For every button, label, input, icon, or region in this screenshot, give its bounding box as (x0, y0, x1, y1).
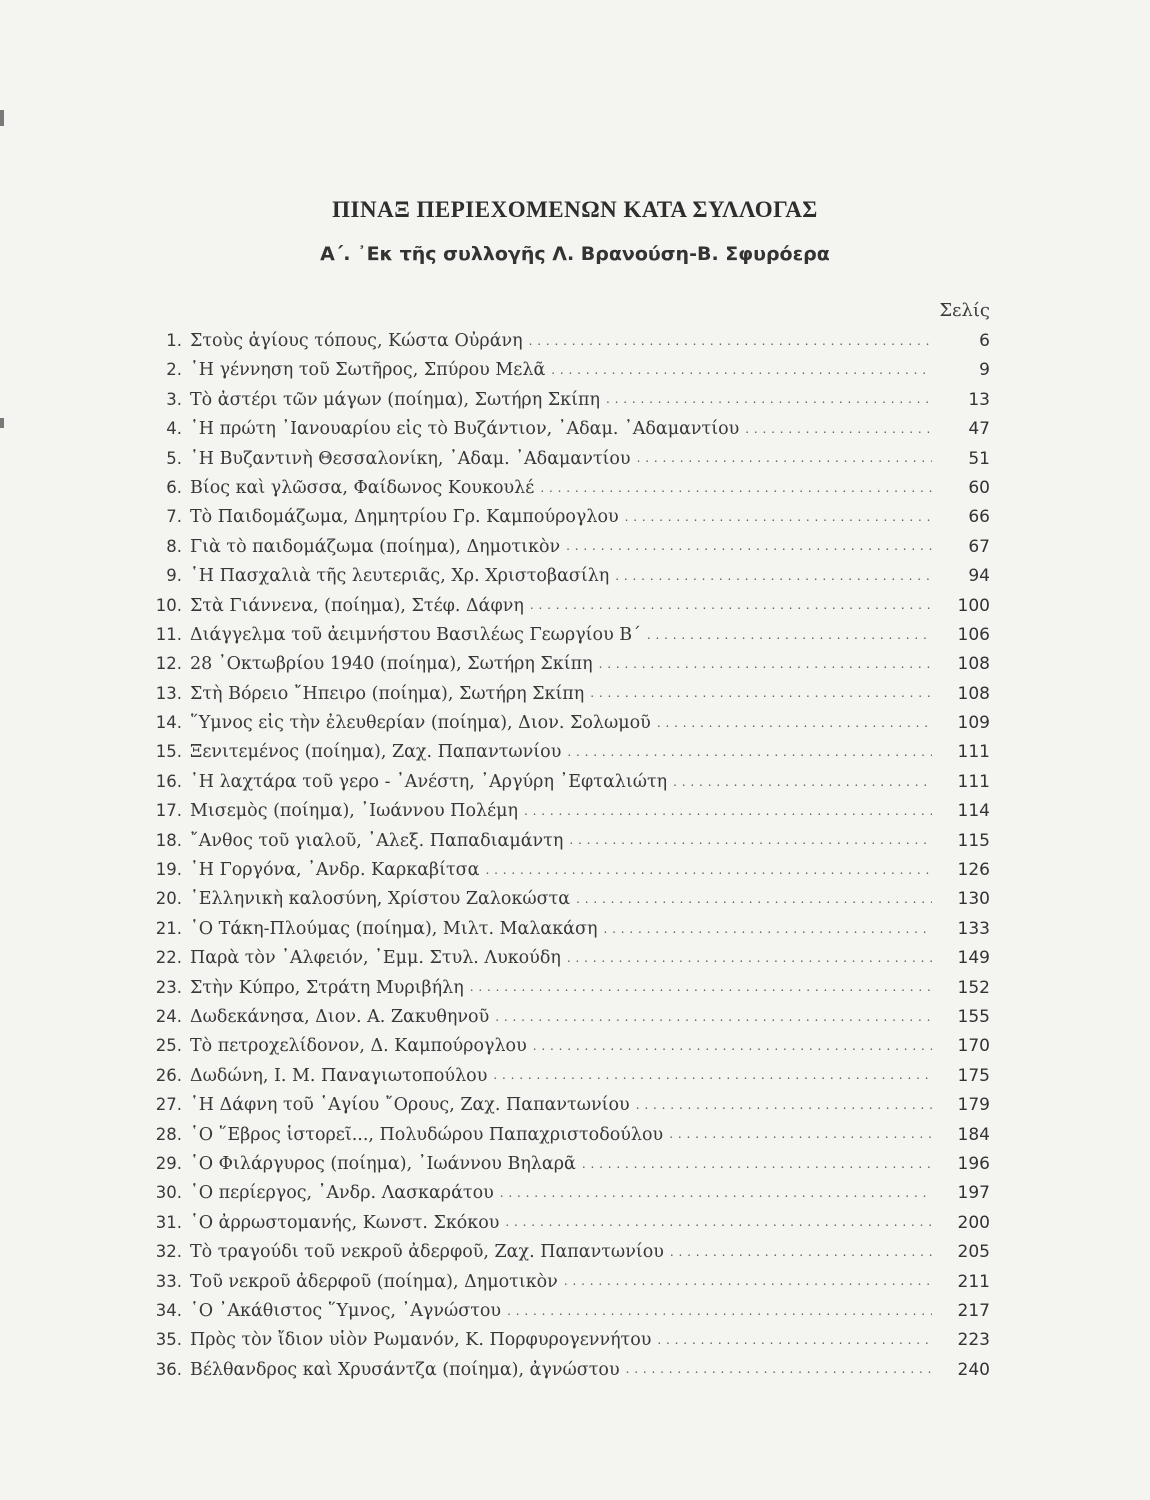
entry-page-number: 149 (957, 948, 990, 969)
entry-number: 5. (166, 448, 182, 468)
entry-number: 8. (166, 536, 182, 556)
entry-page-number: 184 (957, 1124, 990, 1145)
toc-entry (140, 620, 990, 649)
dot-leader (533, 1044, 932, 1056)
entry-page-number: 108 (957, 683, 990, 704)
entry-title: ῾Ο ἀρρωστομανής, Κωνστ. Σκόκου (190, 1212, 500, 1233)
toc-entry (140, 708, 990, 737)
dot-leader (507, 1309, 932, 1321)
toc-entry (140, 1208, 990, 1237)
entry-number: 25. (155, 1036, 182, 1056)
toc-entry (140, 591, 990, 620)
entry-number: 11. (155, 624, 182, 644)
entry-page-number: 130 (957, 889, 990, 910)
entry-page-number: 217 (957, 1300, 990, 1321)
entry-title: ῾Ο ῞Εβρος ἱστορεῖ..., Πολυδώρου Παπαχριστοδούλου (190, 1124, 664, 1145)
toc-entry (140, 473, 990, 502)
toc-entry (140, 796, 990, 825)
toc-entry (140, 326, 990, 355)
entry-title: Γιὰ τὸ παιδομάζωμα (ποίημα), Δημοτικὸν (190, 536, 561, 557)
entry-title: ῾Η Πασχαλιὰ τῆς λευτεριᾶς, Χρ. Χριστοβασίλη (190, 566, 610, 587)
dot-leader (551, 368, 932, 380)
entry-page-number: 205 (957, 1242, 990, 1263)
toc-entry (140, 1325, 990, 1354)
entry-title: Πρὸς τὸν ἴδιον υἱὸν Ρωμανόν, Κ. Πορφυρογεννήτου (190, 1330, 652, 1351)
entry-number: 36. (155, 1359, 182, 1379)
entry-number: 33. (155, 1271, 182, 1291)
dot-leader (745, 427, 932, 439)
entry-title: ῾Η Βυζαντινὴ Θεσσαλονίκη, ᾿Αδαμ. ᾿Αδαμαντίου (190, 448, 631, 469)
dot-leader (529, 339, 932, 351)
dot-leader (599, 662, 932, 674)
entry-number: 21. (155, 918, 182, 938)
entry-page-number: 109 (957, 713, 990, 734)
entry-number: 28. (155, 1124, 182, 1144)
toc-entry (140, 1090, 990, 1119)
entry-title: ῾Ο Φιλάργυρος (ποίημα), ᾿Ιωάννου Βηλαρᾶ (190, 1153, 576, 1174)
dot-leader (485, 868, 932, 880)
entry-title: Στὰ Γιάννενα, (ποίημα), Στέφ. Δάφνη (190, 595, 524, 616)
entry-number: 10. (155, 595, 182, 615)
dot-leader (657, 1338, 932, 1350)
page-edge-mark (0, 110, 4, 126)
dot-leader (495, 1015, 932, 1027)
entry-title: Παρὰ τὸν ᾿Αλφειόν, ᾿Εμμ. Στυλ. Λυκούδη (190, 948, 561, 969)
dot-leader (582, 1162, 932, 1174)
toc-entry (140, 1031, 990, 1060)
entry-title: Στοὺς ἁγίους τόπους, Κώστα Οὐράνη (190, 331, 523, 351)
entry-page-number: 100 (957, 595, 990, 616)
entry-number: 16. (155, 771, 182, 791)
entry-number: 29. (155, 1153, 182, 1173)
entry-page-number: 133 (957, 918, 990, 939)
toc-entry (140, 943, 990, 972)
entry-number: 1. (166, 331, 182, 350)
entry-title: ῾Ο Τάκη-Πλούμας (ποίημα), Μιλτ. Μαλακάση (190, 918, 598, 939)
entry-page-number: 114 (957, 801, 990, 822)
entry-page-number: 175 (957, 1065, 990, 1086)
dot-leader (615, 574, 932, 586)
entry-title: Τὸ Παιδομάζωμα, Δημητρίου Γρ. Καμπούρογλου (190, 507, 619, 528)
entry-number: 24. (155, 1006, 182, 1026)
entry-number: 18. (155, 830, 182, 850)
entry-number: 9. (166, 566, 182, 586)
page-edge-mark (0, 418, 4, 428)
toc-entry (140, 884, 990, 913)
dot-leader (500, 1191, 932, 1203)
dot-leader (657, 721, 932, 733)
dot-leader (566, 544, 932, 556)
entry-page-number: 66 (968, 507, 990, 528)
entry-title: Τὸ τραγούδι τοῦ νεκροῦ ἀδερφοῦ, Ζαχ. Παπαντωνίου (190, 1242, 664, 1263)
toc-entry (140, 1237, 990, 1266)
dot-leader (636, 1103, 932, 1115)
toc-entry (140, 826, 990, 855)
entry-title: Διάγγελμα τοῦ ἀειμνήστου Βασιλέως Γεωργίου Β΄ (190, 624, 641, 645)
collection-subtitle: Α΄. ᾿Εκ τῆς συλλογῆς Λ. Βρανούση-Β. Σφυρόερα (320, 243, 830, 265)
entry-page-number: 126 (957, 860, 990, 881)
entry-title: ῾Η λαχτάρα τοῦ γερο - ᾿Ανέστη, ᾿Αργύρη ᾿Εφταλιώτη (190, 771, 668, 792)
toc-entry (140, 355, 990, 384)
entry-title: Δωδώνη, Ι. Μ. Παναγιωτοπούλου (190, 1065, 488, 1086)
entry-page-number: 111 (957, 742, 990, 763)
dot-leader (626, 1367, 932, 1379)
toc-entry (140, 1267, 990, 1296)
entry-page-number: 67 (968, 536, 990, 557)
entry-number: 34. (155, 1300, 182, 1320)
entry-page-number: 108 (957, 654, 990, 675)
dot-leader (567, 956, 932, 968)
entry-number: 27. (155, 1095, 182, 1115)
entry-page-number: 94 (968, 566, 990, 587)
entry-title: Δωδεκάνησα, Διον. Α. Ζακυθηνοῦ (190, 1006, 490, 1027)
dot-leader (606, 397, 932, 409)
entry-title: Στὴ Βόρειο ῎Ηπειρο (ποίημα), Σωτήρη Σκίπη (190, 683, 585, 704)
entry-title: ῾Ο περίεργος, ᾿Ανδρ. Λασκαράτου (190, 1183, 494, 1204)
entry-page-number: 6 (979, 331, 990, 351)
dot-leader (590, 691, 932, 703)
dot-leader (505, 1220, 932, 1232)
dot-leader (669, 1132, 932, 1144)
toc-entry (140, 767, 990, 796)
toc-entry (140, 1002, 990, 1031)
entry-page-number: 111 (957, 771, 990, 792)
entry-page-number: 106 (957, 624, 990, 645)
table-of-contents (140, 326, 990, 1384)
entry-page-number: 170 (957, 1036, 990, 1057)
entry-page-number: 9 (979, 360, 990, 381)
entry-page-number: 60 (968, 477, 990, 498)
toc-entry (140, 1296, 990, 1325)
entry-title: ῞Υμνος εἰς τὴν ἐλευθερίαν (ποίημα), Διον. Σολωμοῦ (190, 713, 651, 734)
entry-number: 13. (155, 683, 182, 703)
entry-title: Βέλθανδρος καὶ Χρυσάντζα (ποίημα), ἀγνώστου (190, 1359, 620, 1380)
entry-number: 4. (166, 419, 182, 439)
dot-leader (647, 633, 932, 645)
toc-entry (140, 737, 990, 766)
entry-page-number: 240 (957, 1359, 990, 1380)
dot-leader (540, 486, 932, 498)
entry-page-number: 179 (957, 1095, 990, 1116)
entry-number: 14. (155, 713, 182, 733)
entry-number: 2. (166, 360, 182, 380)
entry-number: 20. (155, 889, 182, 909)
toc-entry (140, 1178, 990, 1207)
entry-number: 26. (155, 1065, 182, 1085)
entry-page-number: 196 (957, 1153, 990, 1174)
entry-title: Βίος καὶ γλῶσσα, Φαίδωνος Κουκουλέ (190, 477, 535, 498)
entry-number: 15. (155, 742, 182, 762)
toc-entry (140, 973, 990, 1002)
toc-entry (140, 1120, 990, 1149)
dot-leader (569, 838, 932, 850)
entry-number: 32. (155, 1242, 182, 1262)
toc-entry (140, 855, 990, 884)
dot-leader (673, 780, 932, 792)
entry-title: ῾Η γέννηση τοῦ Σωτῆρος, Σπύρου Μελᾶ (190, 360, 546, 381)
entry-page-number: 197 (957, 1183, 990, 1204)
entry-title: ῾Η πρώτη ᾿Ιανουαρίου εἰς τὸ Βυζάντιον, ᾿Αδαμ. ᾿Αδαμαντίου (190, 419, 740, 440)
entry-number: 30. (155, 1183, 182, 1203)
entry-title: ῾Η Δάφνη τοῦ ῾Αγίου ῎Ορους, Ζαχ. Παπαντωνίου (190, 1095, 630, 1116)
dot-leader (576, 897, 932, 909)
dot-leader (524, 809, 932, 821)
entry-page-number: 152 (957, 977, 990, 998)
page-column-label: Σελίς (939, 300, 990, 321)
entry-title: Στὴν Κύπρο, Στράτη Μυριβήλη (190, 977, 464, 998)
entry-number: 12. (155, 654, 182, 674)
entry-title: ῾Ο ᾿Ακάθιστος ῞Υμνος, ᾿Αγνώστου (190, 1300, 502, 1321)
dot-leader (470, 985, 932, 997)
dot-leader (603, 927, 932, 939)
entry-page-number: 115 (957, 830, 990, 851)
entry-title: ῾Ελληνικὴ καλοσύνη, Χρίστου Ζαλοκώστα (190, 889, 571, 910)
entry-page-number: 223 (957, 1330, 990, 1351)
entry-page-number: 51 (968, 448, 990, 469)
entry-number: 23. (155, 977, 182, 997)
entry-page-number: 200 (957, 1212, 990, 1233)
page-title: ΠΙΝΑΞ ΠΕΡΙΕΧΟΜΕΝΩΝ ΚΑΤΑ ΣΥΛΛΟΓΑΣ (332, 197, 818, 222)
entry-title: Τοῦ νεκροῦ ἀδερφοῦ (ποίημα), Δημοτικὸν (190, 1271, 558, 1292)
dot-leader (493, 1073, 932, 1085)
entry-page-number: 155 (957, 1006, 990, 1027)
entry-title: ῎Ανθος τοῦ γιαλοῦ, ᾿Αλεξ. Παπαδιαμάντη (190, 830, 564, 851)
toc-entry (140, 532, 990, 561)
toc-entry (140, 649, 990, 678)
entry-number: 22. (155, 948, 182, 968)
toc-entry (140, 444, 990, 473)
entry-title: Ξενιτεμένος (ποίημα), Ζαχ. Παπαντωνίου (190, 742, 562, 763)
toc-entry (140, 914, 990, 943)
toc-entry (140, 385, 990, 414)
entry-title: ῾Η Γοργόνα, ᾿Ανδρ. Καρκαβίτσα (190, 860, 480, 881)
entry-page-number: 13 (968, 389, 990, 410)
toc-entry (140, 1149, 990, 1178)
entry-number: 19. (155, 860, 182, 880)
entry-title: Τὸ πετροχελίδονον, Δ. Καμπούρογλου (190, 1036, 527, 1057)
toc-entry (140, 1061, 990, 1090)
entry-title: 28 ᾿Οκτωβρίου 1940 (ποίημα), Σωτήρη Σκίπη (190, 654, 593, 675)
entry-number: 3. (166, 389, 182, 409)
entry-number: 17. (155, 801, 182, 821)
toc-entry (140, 679, 990, 708)
toc-entry (140, 1355, 990, 1384)
entry-page-number: 211 (957, 1271, 990, 1292)
entry-number: 35. (155, 1330, 182, 1350)
entry-number: 31. (155, 1212, 182, 1232)
entry-title: Τὸ ἀστέρι τῶν μάγων (ποίημα), Σωτήρη Σκίπη (190, 389, 600, 410)
dot-leader (567, 750, 932, 762)
dot-leader (564, 1279, 932, 1291)
toc-entry (140, 414, 990, 443)
toc-entry (140, 502, 990, 531)
toc-entry (140, 561, 990, 590)
entry-page-number: 47 (968, 419, 990, 440)
dot-leader (530, 603, 932, 615)
entry-number: 6. (166, 477, 182, 497)
dot-leader (625, 515, 932, 527)
entry-number: 7. (166, 507, 182, 527)
dot-leader (670, 1250, 932, 1262)
dot-leader (637, 456, 932, 468)
entry-title: Μισεμὸς (ποίημα), ᾿Ιωάννου Πολέμη (190, 801, 518, 822)
